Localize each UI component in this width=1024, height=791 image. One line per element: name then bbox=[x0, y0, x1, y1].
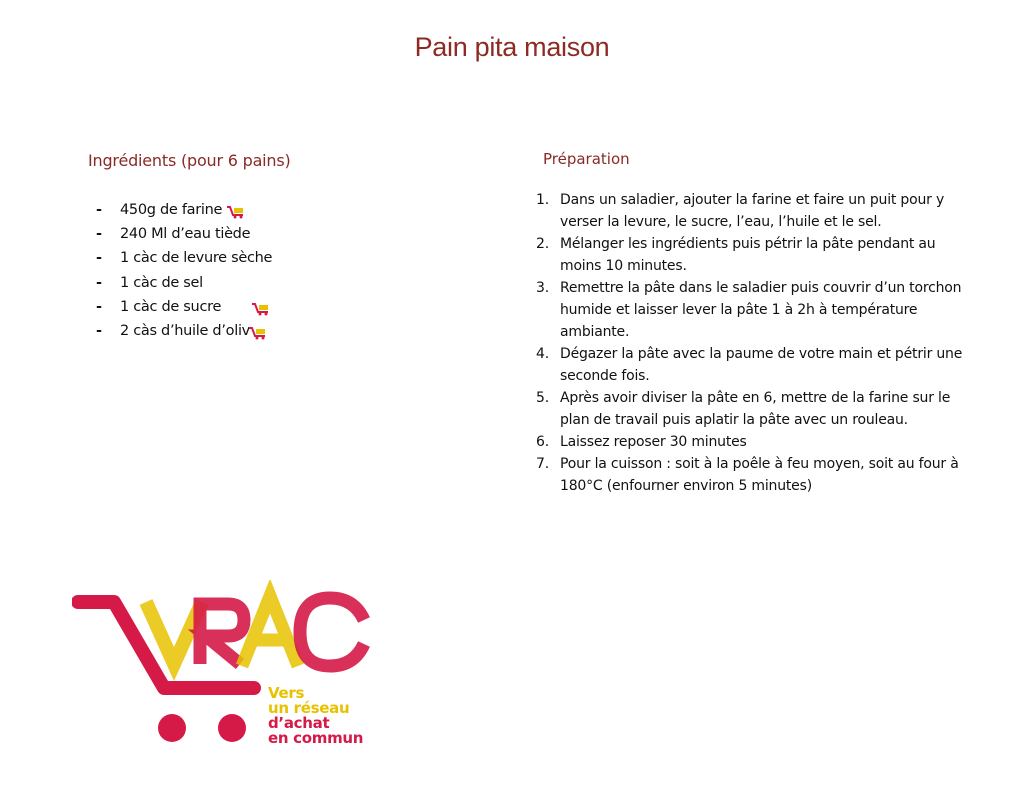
preparation-step bbox=[536, 387, 976, 431]
tagline-line: Vers bbox=[268, 684, 305, 702]
step-number: 6. bbox=[536, 434, 549, 450]
ingredient-text: 240 Ml d’eau tiède bbox=[120, 226, 251, 243]
ingredient-item: - 1 càc de sel bbox=[96, 274, 203, 291]
ingredient-item: - 2 càs d’huile d’oliv bbox=[96, 319, 275, 343]
step-text: Après avoir diviser la pâte en 6, mettre de la farine sur le plan de travail puis aplatir la pâte avec un rouleau. bbox=[560, 390, 951, 428]
ingredient-text: 2 càs d’huile d’oliv bbox=[120, 322, 250, 339]
ingredient-item: - 240 Ml d’eau tiède bbox=[96, 226, 251, 243]
ingredient-text: 1 càc de levure sèche bbox=[120, 250, 273, 267]
page-title: Pain pita maison bbox=[414, 32, 610, 62]
step-number: 5. bbox=[536, 390, 549, 406]
step-number: 1. bbox=[536, 192, 549, 208]
preparation-step bbox=[536, 453, 976, 497]
preparation-heading: Préparation bbox=[543, 150, 630, 168]
cart-icon bbox=[248, 324, 272, 338]
preparation-step bbox=[536, 431, 976, 453]
preparation-step bbox=[536, 233, 976, 277]
step-number: 2. bbox=[536, 236, 549, 252]
step-text: Pour la cuisson : soit à la poêle à feu moyen, soit au four à 180°C (enfourner environ 5 minutes) bbox=[560, 456, 959, 494]
ingredient-text: 1 càc de sel bbox=[120, 274, 203, 291]
step-text: Remettre la pâte dans le saladier puis couvrir d’un torchon humide et laisser lever la pâte 1 à 2h à température ambiante. bbox=[560, 280, 962, 340]
step-text: Laissez reposer 30 minutes bbox=[560, 434, 747, 450]
step-number: 3. bbox=[536, 280, 549, 296]
step-text: Dégazer la pâte avec la paume de votre main et pétrir une seconde fois. bbox=[560, 346, 963, 384]
ingredient-text: 450g de farine bbox=[120, 202, 223, 218]
preparation-step bbox=[536, 277, 976, 343]
logo-tagline bbox=[268, 686, 363, 746]
ingredient-text: 1 càc de sucre bbox=[120, 298, 222, 315]
step-number: 7. bbox=[536, 456, 549, 472]
tagline-line: un réseau bbox=[268, 699, 350, 717]
ingredients-list bbox=[96, 198, 275, 343]
cart-icon bbox=[226, 203, 250, 217]
tagline-line: en commun bbox=[268, 729, 364, 747]
step-number: 4. bbox=[536, 346, 549, 362]
step-text: Mélanger les ingrédients puis pétrir la pâte pendant au moins 10 minutes. bbox=[560, 236, 936, 274]
ingredients-heading: Ingrédients (pour 6 pains) bbox=[88, 151, 291, 170]
cart-icon bbox=[251, 300, 275, 314]
ingredient-item: - 450g de farine bbox=[96, 198, 275, 222]
ingredient-item: - 1 càc de sucre bbox=[96, 295, 275, 319]
step-text: Dans un saladier, ajouter la farine et faire un puit pour y verser la levure, le sucre, l’eau, l’huile et le sel. bbox=[560, 192, 945, 230]
preparation-step bbox=[536, 343, 976, 387]
preparation-steps bbox=[536, 189, 976, 497]
tagline-line: d’achat bbox=[268, 714, 330, 732]
preparation-step bbox=[536, 189, 976, 233]
ingredient-item: - 1 càc de levure sèche bbox=[96, 250, 273, 267]
